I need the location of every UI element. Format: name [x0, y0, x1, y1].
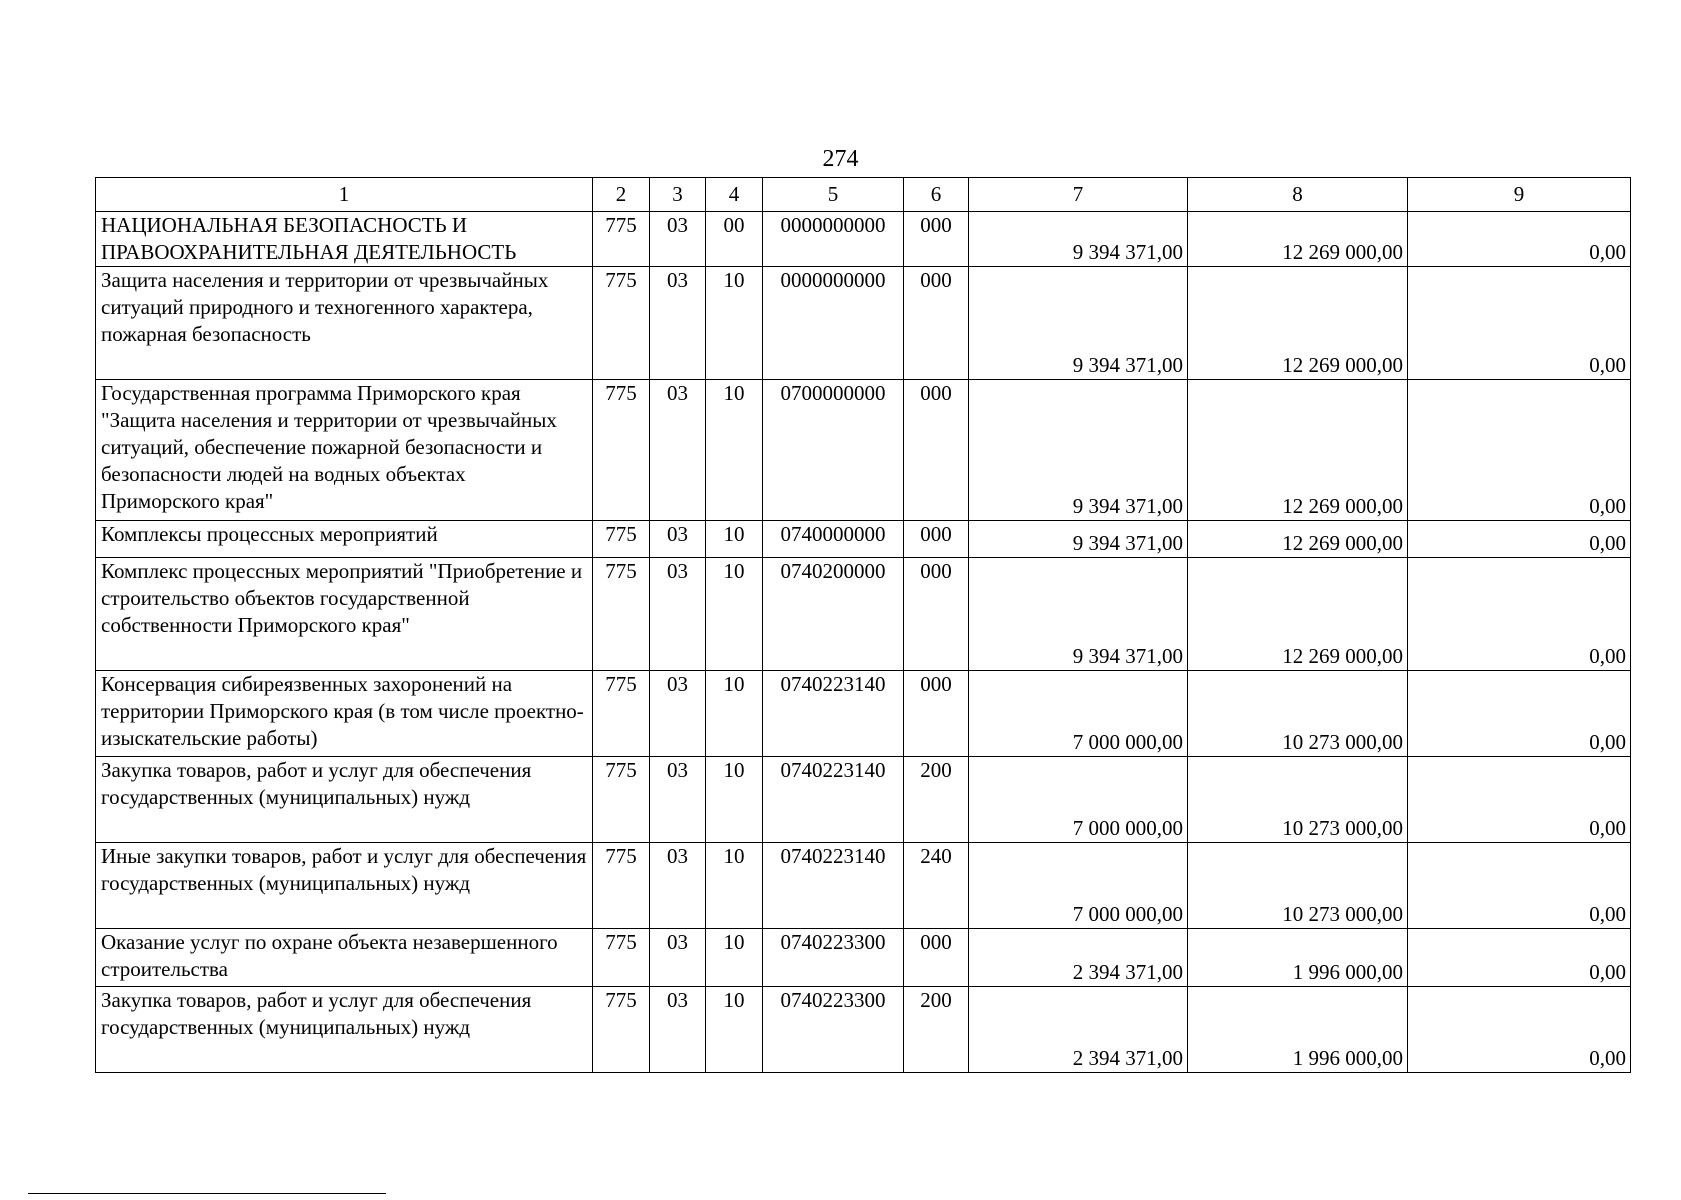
table-row: [96, 212, 1631, 267]
table-header-row: [96, 178, 1631, 212]
cell-amount-9: 0,00: [1408, 843, 1631, 929]
cell-amount-9: 0,00: [1408, 380, 1631, 521]
cell-expense-type: 000: [904, 521, 969, 558]
cell-subsection: 10: [706, 521, 763, 558]
cell-amount-7: 9 394 371,00: [969, 212, 1188, 267]
cell-amount-7: 9 394 371,00: [969, 380, 1188, 521]
cell-expense-type: 200: [904, 757, 969, 843]
cell-subsection: 10: [706, 671, 763, 757]
cell-amount-8: 12 269 000,00: [1188, 558, 1408, 671]
cell-target-article: 0740223140: [763, 757, 904, 843]
cell-section: 03: [650, 212, 706, 267]
cell-subsection: 10: [706, 380, 763, 521]
table-row: [96, 558, 1631, 671]
column-header: 2: [593, 178, 650, 212]
column-header: 3: [650, 178, 706, 212]
table-row: [96, 757, 1631, 843]
cell-amount-8: 10 273 000,00: [1188, 757, 1408, 843]
row-name: Иные закупки товаров, работ и услуг для обеспечения государственных (муниципальных) нужд: [96, 843, 593, 929]
cell-subsection: 10: [706, 987, 763, 1073]
cell-section: 03: [650, 558, 706, 671]
table-row: [96, 929, 1631, 987]
table-row: [96, 267, 1631, 380]
cell-target-article: 0740223300: [763, 929, 904, 987]
cell-section: 03: [650, 380, 706, 521]
cell-expense-type: 000: [904, 212, 969, 267]
cell-amount-8: 1 996 000,00: [1188, 929, 1408, 987]
cell-target-article: 0700000000: [763, 380, 904, 521]
cell-amount-9: 0,00: [1408, 987, 1631, 1073]
cell-amount-7: 2 394 371,00: [969, 929, 1188, 987]
cell-amount-9: 0,00: [1408, 671, 1631, 757]
cell-amount-8: 12 269 000,00: [1188, 521, 1408, 558]
row-name: Комплексы процессных мероприятий: [96, 521, 593, 558]
cell-expense-type: 000: [904, 929, 969, 987]
cell-section: 03: [650, 987, 706, 1073]
cell-code: 775: [593, 521, 650, 558]
cell-code: 775: [593, 929, 650, 987]
cell-expense-type: 000: [904, 671, 969, 757]
cell-amount-9: 0,00: [1408, 558, 1631, 671]
cell-amount-8: 12 269 000,00: [1188, 380, 1408, 521]
column-header: 4: [706, 178, 763, 212]
row-name: Закупка товаров, работ и услуг для обеспечения государственных (муниципальных) нужд: [96, 987, 593, 1073]
cell-expense-type: 000: [904, 267, 969, 380]
cell-amount-8: 10 273 000,00: [1188, 671, 1408, 757]
cell-target-article: 0740000000: [763, 521, 904, 558]
row-name: Консервация сибиреязвенных захоронений на территории Приморского края (в том числе проектно-изыскательские работы): [96, 671, 593, 757]
cell-amount-8: 1 996 000,00: [1188, 987, 1408, 1073]
cell-amount-7: 2 394 371,00: [969, 987, 1188, 1073]
cell-section: 03: [650, 757, 706, 843]
table-row: [96, 380, 1631, 521]
column-header: 9: [1408, 178, 1631, 212]
cell-section: 03: [650, 929, 706, 987]
cell-target-article: 0740223300: [763, 987, 904, 1073]
cell-section: 03: [650, 843, 706, 929]
column-header: 7: [969, 178, 1188, 212]
cell-amount-9: 0,00: [1408, 757, 1631, 843]
cell-amount-8: 10 273 000,00: [1188, 843, 1408, 929]
cell-code: 775: [593, 757, 650, 843]
table-row: [96, 671, 1631, 757]
cell-code: 775: [593, 671, 650, 757]
cell-expense-type: 000: [904, 558, 969, 671]
row-name: Закупка товаров, работ и услуг для обеспечения государственных (муниципальных) нужд: [96, 757, 593, 843]
budget-table: [95, 177, 1631, 1073]
cell-expense-type: 000: [904, 380, 969, 521]
table-row: [96, 521, 1631, 558]
cell-subsection: 10: [706, 843, 763, 929]
column-header: 5: [763, 178, 904, 212]
cell-expense-type: 200: [904, 987, 969, 1073]
column-header: 6: [904, 178, 969, 212]
table-row: [96, 987, 1631, 1073]
cell-target-article: 0740200000: [763, 558, 904, 671]
cell-section: 03: [650, 267, 706, 380]
cell-amount-7: 9 394 371,00: [969, 558, 1188, 671]
row-name: Государственная программа Приморского края "Защита населения и территории от чрезвычайных ситуаций, обеспечение пожарной безопасности и безопасности людей на водных объектах Приморского края": [96, 380, 593, 521]
cell-target-article: 0740223140: [763, 671, 904, 757]
cell-amount-7: 9 394 371,00: [969, 521, 1188, 558]
cell-expense-type: 240: [904, 843, 969, 929]
cell-target-article: 0000000000: [763, 212, 904, 267]
cell-target-article: 0740223140: [763, 843, 904, 929]
cell-target-article: 0000000000: [763, 267, 904, 380]
cell-code: 775: [593, 267, 650, 380]
cell-amount-7: 7 000 000,00: [969, 843, 1188, 929]
cell-amount-8: 12 269 000,00: [1188, 267, 1408, 380]
cell-amount-7: 7 000 000,00: [969, 671, 1188, 757]
column-header: 1: [96, 178, 593, 212]
cell-code: 775: [593, 987, 650, 1073]
cell-subsection: 00: [706, 212, 763, 267]
row-name: Защита населения и территории от чрезвычайных ситуаций природного и техногенного характера, пожарная безопасность: [96, 267, 593, 380]
table-row: [96, 843, 1631, 929]
row-name: НАЦИОНАЛЬНАЯ БЕЗОПАСНОСТЬ И ПРАВООХРАНИТЕЛЬНАЯ ДЕЯТЕЛЬНОСТЬ: [96, 212, 593, 267]
cell-amount-7: 9 394 371,00: [969, 267, 1188, 380]
cell-subsection: 10: [706, 267, 763, 380]
cell-amount-8: 12 269 000,00: [1188, 212, 1408, 267]
cell-section: 03: [650, 521, 706, 558]
cell-amount-9: 0,00: [1408, 929, 1631, 987]
cell-code: 775: [593, 380, 650, 521]
cell-subsection: 10: [706, 757, 763, 843]
cell-code: 775: [593, 843, 650, 929]
footnote-separator-line: [28, 1193, 386, 1194]
row-name: Оказание услуг по охране объекта незавершенного строительства: [96, 929, 593, 987]
column-header: 8: [1188, 178, 1408, 212]
cell-section: 03: [650, 671, 706, 757]
cell-amount-9: 0,00: [1408, 521, 1631, 558]
cell-amount-9: 0,00: [1408, 267, 1631, 380]
cell-amount-7: 7 000 000,00: [969, 757, 1188, 843]
page-number: 274: [822, 146, 859, 172]
cell-subsection: 10: [706, 929, 763, 987]
cell-code: 775: [593, 558, 650, 671]
cell-code: 775: [593, 212, 650, 267]
cell-amount-9: 0,00: [1408, 212, 1631, 267]
cell-subsection: 10: [706, 558, 763, 671]
row-name: Комплекс процессных мероприятий "Приобретение и строительство объектов государственной собственности Приморского края": [96, 558, 593, 671]
